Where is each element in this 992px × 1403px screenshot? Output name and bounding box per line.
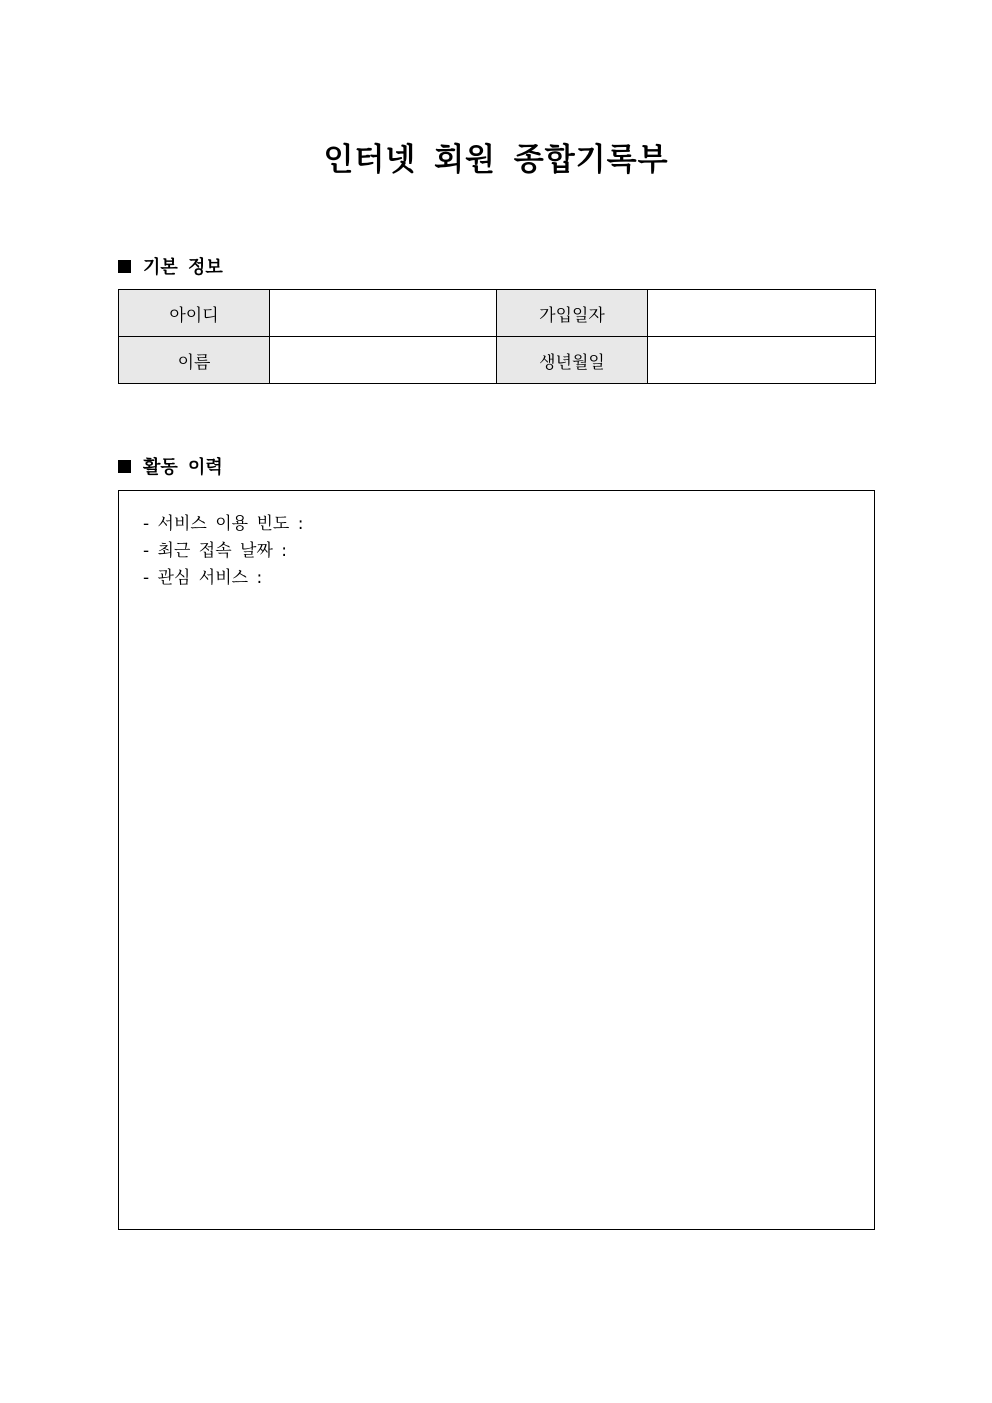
label-name: 이름 [119,337,270,384]
value-birth-date-field[interactable] [648,337,876,384]
basic-info-heading [118,253,223,279]
square-bullet-icon [118,460,131,473]
value-join-date-field[interactable] [648,290,876,337]
table-row [119,337,876,384]
page-title: 인터넷 회원 종합기록부 [323,142,669,178]
basic-info-table [118,289,876,384]
list-item-last-access-date: - 최근 접속 날짜 : [143,541,288,561]
list-item-usage-frequency: - 서비스 이용 빈도 : [143,514,304,534]
table-row [119,290,876,337]
list-item-interest-service: - 관심 서비스 : [143,568,263,588]
label-birth-date: 생년월일 [497,337,648,384]
activity-history-box[interactable] [118,490,875,1230]
label-join-date: 가입일자 [497,290,648,337]
label-id: 아이디 [119,290,270,337]
basic-info-heading-text: 기본 정보 [143,257,223,278]
activity-heading-text: 활동 이력 [143,457,223,478]
activity-heading [118,453,223,479]
square-bullet-icon [118,260,131,273]
activity-list [119,491,874,592]
value-id-field[interactable] [270,290,497,337]
value-name-field[interactable] [270,337,497,384]
